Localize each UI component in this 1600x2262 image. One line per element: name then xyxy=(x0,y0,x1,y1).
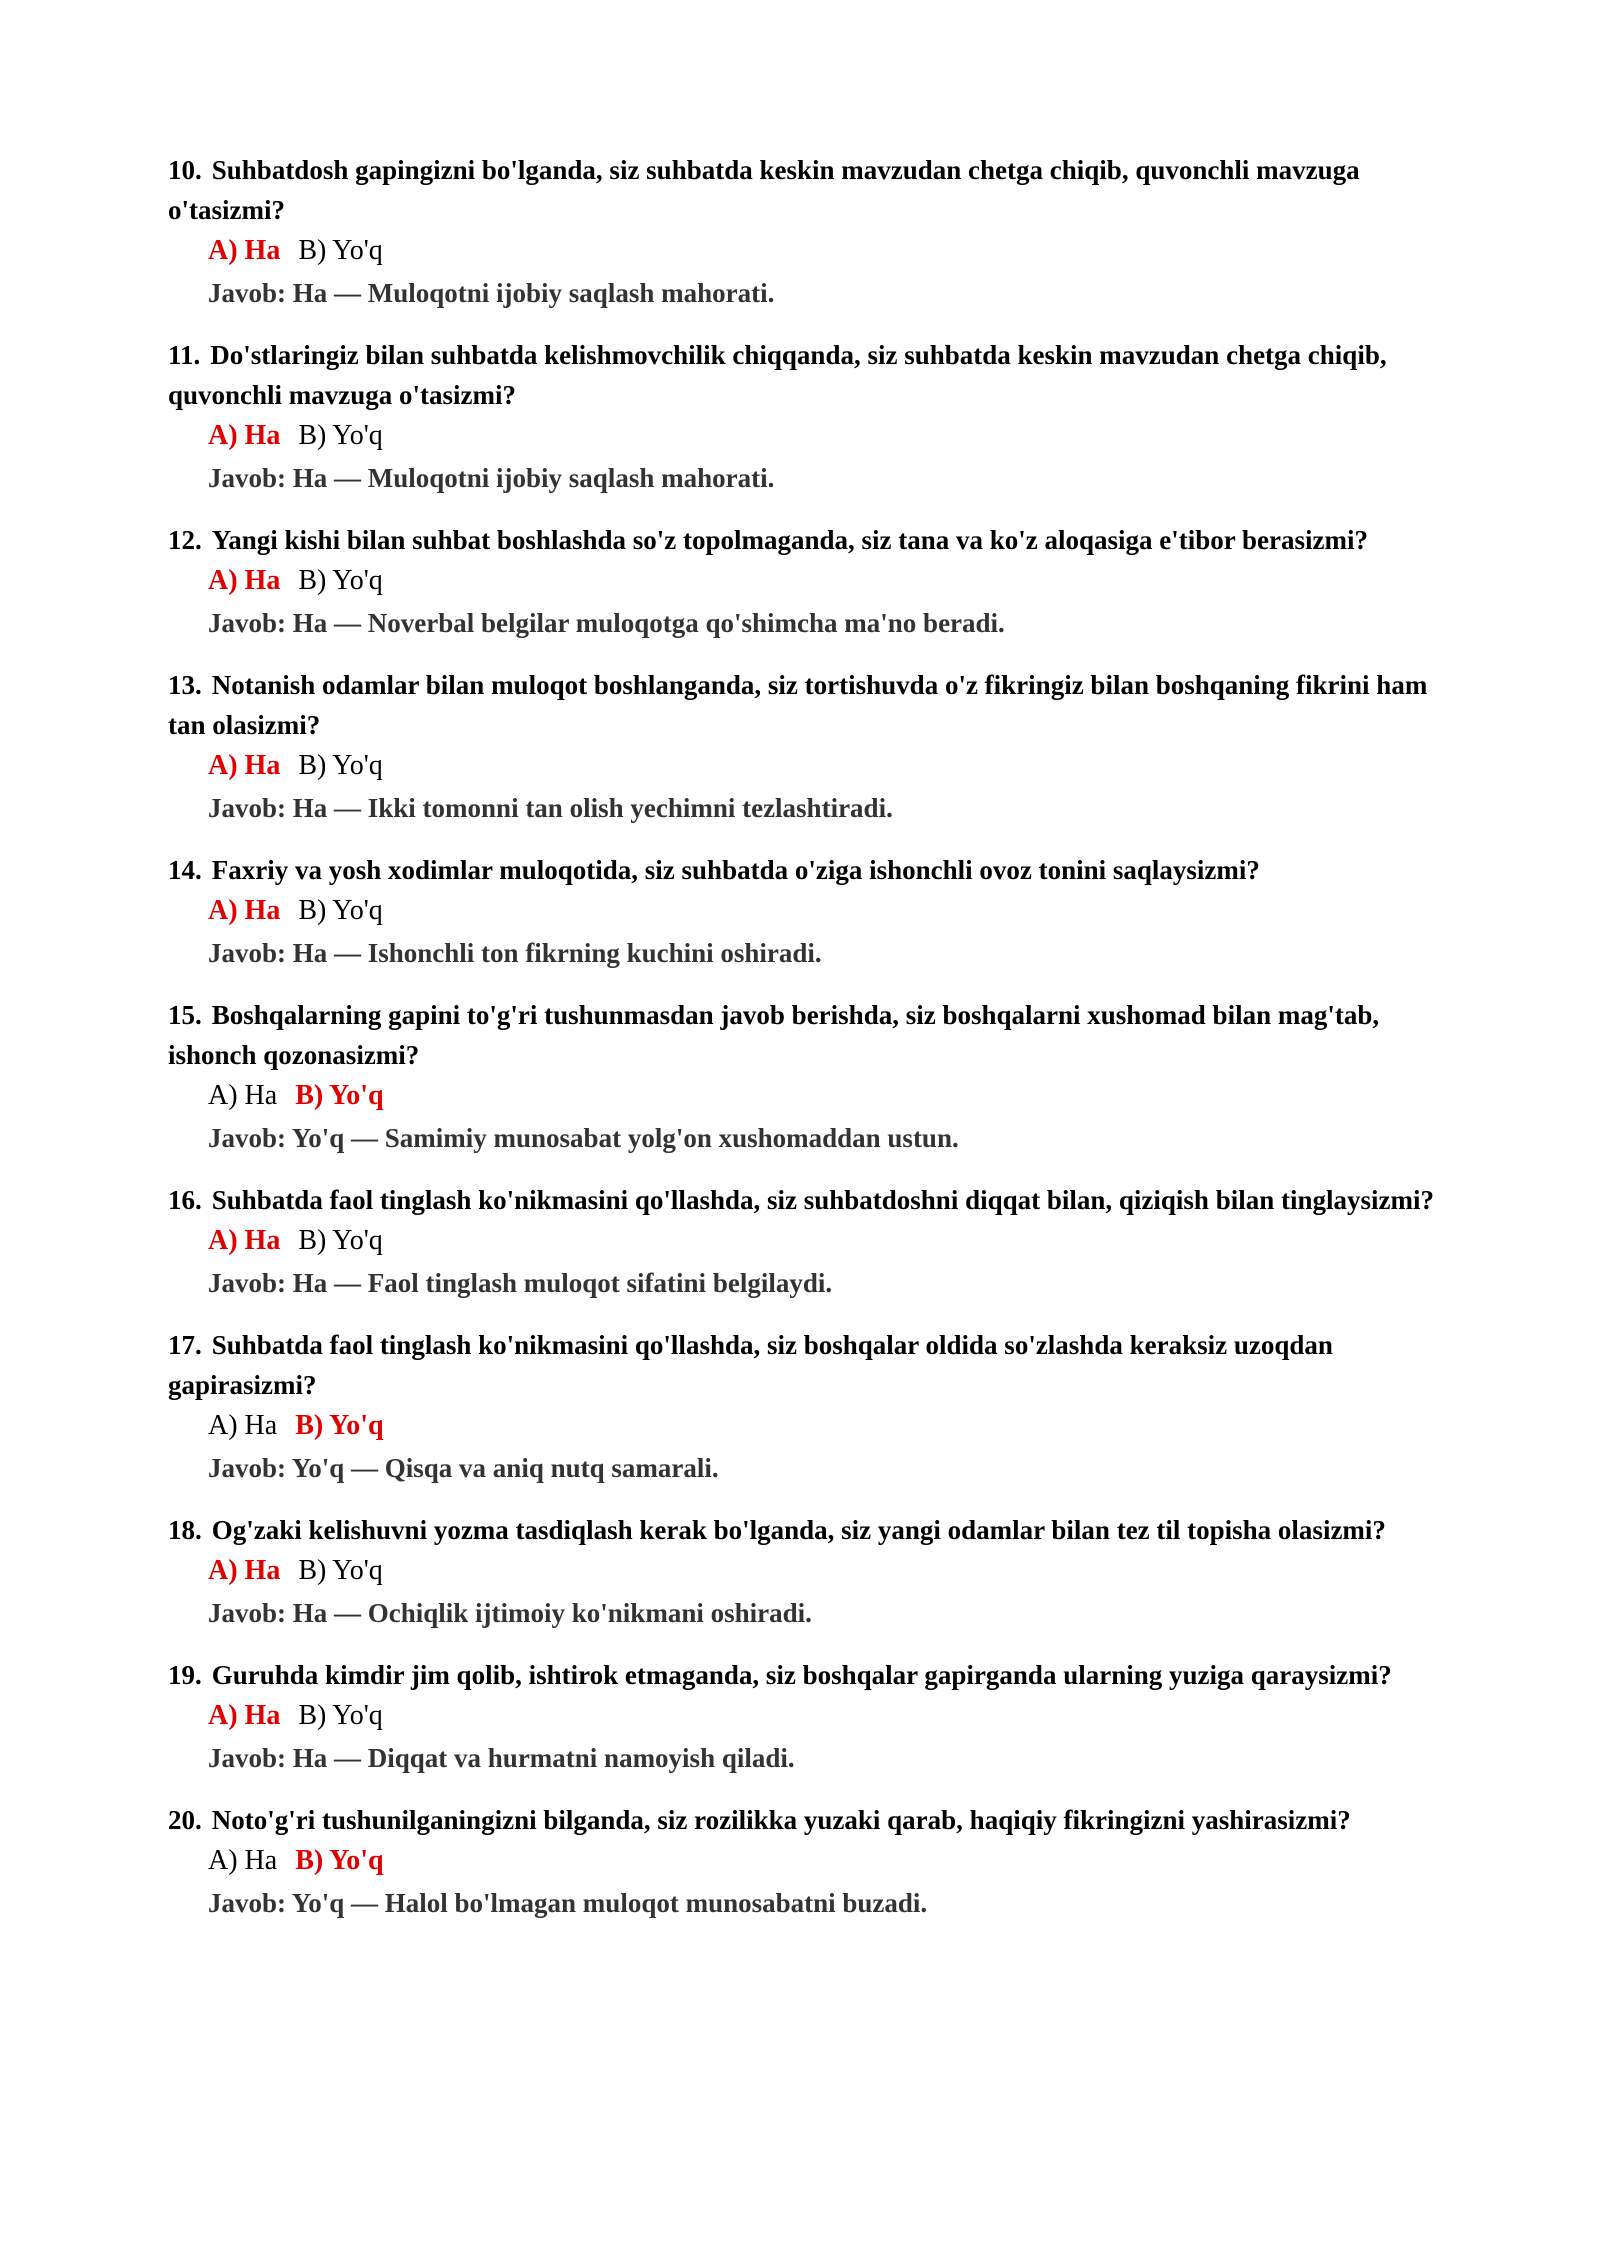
question-text: Notanish odamlar bilan muloqot boshlanganda, siz tortishuvda o'z fikringiz bilan boshqaning fikrini ham tan olasizmi? xyxy=(168,670,1428,740)
answer-options xyxy=(168,415,1438,457)
question-number: 16. xyxy=(168,1185,202,1215)
question-number: 14. xyxy=(168,855,202,885)
question-number: 12. xyxy=(168,525,202,555)
option-b: B) Yo'q xyxy=(298,565,383,596)
question-text-block xyxy=(168,1180,1438,1220)
answer-options xyxy=(168,1840,1438,1882)
option-a: A) Ha xyxy=(208,235,281,266)
option-b: B) Yo'q xyxy=(298,1700,383,1731)
option-a: A) Ha xyxy=(208,1080,278,1111)
option-b: B) Yo'q xyxy=(298,1225,383,1256)
question-number: 17. xyxy=(168,1330,202,1360)
answer-options xyxy=(168,1220,1438,1262)
question-text-block xyxy=(168,1510,1438,1550)
question-text: Noto'g'ri tushunilganingizni bilganda, siz rozilikka yuzaki qarab, haqiqiy fikringizni yashirasizmi? xyxy=(211,1805,1351,1835)
question-text-block xyxy=(168,665,1438,745)
question-text: Suhbatdosh gapingizni bo'lganda, siz suhbatda keskin mavzudan chetga chiqib, quvonchli mavzuga o'tasizmi? xyxy=(168,155,1360,225)
question-item xyxy=(168,520,1438,644)
answer-options xyxy=(168,1550,1438,1592)
option-b: B) Yo'q xyxy=(295,1410,384,1441)
question-item xyxy=(168,850,1438,974)
answer-options xyxy=(168,890,1438,932)
question-text-block xyxy=(168,150,1438,230)
question-number: 18. xyxy=(168,1515,202,1545)
question-number: 13. xyxy=(168,670,202,700)
question-text: Suhbatda faol tinglash ko'nikmasini qo'llashda, siz boshqalar oldida so'zlashda keraksiz uzoqdan gapirasizmi? xyxy=(168,1330,1333,1400)
option-a: A) Ha xyxy=(208,1845,278,1876)
question-text: Guruhda kimdir jim qolib, ishtirok etmaganda, siz boshqalar gapirganda ularning yuziga qaraysizmi? xyxy=(211,1660,1392,1690)
answer-explanation: Javob: Yo'q — Qisqa va aniq nutq samarali. xyxy=(208,1453,719,1483)
question-item xyxy=(168,995,1438,1159)
option-a: A) Ha xyxy=(208,1700,281,1731)
option-a: A) Ha xyxy=(208,750,281,781)
answer-explanation: Javob: Ha — Ishonchli ton fikrning kuchini oshiradi. xyxy=(208,938,822,968)
question-item xyxy=(168,1510,1438,1634)
answer-options xyxy=(168,560,1438,602)
answer-explanation: Javob: Ha — Ikki tomonni tan olish yechimni tezlashtiradi. xyxy=(208,793,893,823)
question-text-block xyxy=(168,520,1438,560)
question-text-block xyxy=(168,1325,1438,1405)
answer-explanation: Javob: Ha — Noverbal belgilar muloqotga qo'shimcha ma'no beradi. xyxy=(208,608,1005,638)
option-a: A) Ha xyxy=(208,1225,281,1256)
question-text-block xyxy=(168,850,1438,890)
option-b: B) Yo'q xyxy=(298,420,383,451)
question-text: Yangi kishi bilan suhbat boshlashda so'z topolmaganda, siz tana va ko'z aloqasiga e'tibor berasizmi? xyxy=(211,525,1368,555)
option-a: A) Ha xyxy=(208,1410,278,1441)
question-number: 11. xyxy=(168,340,201,370)
question-number: 19. xyxy=(168,1660,202,1690)
question-text: Do'stlaringiz bilan suhbatda kelishmovchilik chiqqanda, siz suhbatda keskin mavzudan chetga chiqib, quvonchli mavzuga o'tasizmi? xyxy=(168,340,1387,410)
answer-options xyxy=(168,1405,1438,1447)
answer-options xyxy=(168,745,1438,787)
option-a: A) Ha xyxy=(208,420,281,451)
question-item xyxy=(168,335,1438,499)
question-number: 20. xyxy=(168,1805,202,1835)
question-number: 10. xyxy=(168,155,202,185)
question-text-block xyxy=(168,1800,1438,1840)
question-text: Suhbatda faol tinglash ko'nikmasini qo'llashda, siz suhbatdoshni diqqat bilan, qiziqish bilan tinglaysizmi? xyxy=(211,1185,1434,1215)
answer-explanation: Javob: Ha — Faol tinglash muloqot sifatini belgilaydi. xyxy=(208,1268,833,1298)
question-number: 15. xyxy=(168,1000,202,1030)
option-b: B) Yo'q xyxy=(298,750,383,781)
question-text-block xyxy=(168,1655,1438,1695)
option-a: A) Ha xyxy=(208,895,281,926)
question-item xyxy=(168,1180,1438,1304)
answer-explanation: Javob: Yo'q — Halol bo'lmagan muloqot munosabatni buzadi. xyxy=(208,1888,928,1918)
option-b: B) Yo'q xyxy=(298,895,383,926)
answer-explanation: Javob: Ha — Muloqotni ijobiy saqlash mahorati. xyxy=(208,278,775,308)
question-list xyxy=(168,150,1438,1945)
question-text-block xyxy=(168,995,1438,1075)
option-a: A) Ha xyxy=(208,1555,281,1586)
question-text: Boshqalarning gapini to'g'ri tushunmasdan javob berishda, siz boshqalarni xushomad bilan mag'tab, ishonch qozonasizmi? xyxy=(168,1000,1380,1070)
answer-explanation: Javob: Ha — Ochiqlik ijtimoiy ko'nikmani oshiradi. xyxy=(208,1598,812,1628)
option-b: B) Yo'q xyxy=(298,235,383,266)
answer-explanation: Javob: Ha — Muloqotni ijobiy saqlash mahorati. xyxy=(208,463,775,493)
answer-options xyxy=(168,1075,1438,1117)
option-a: A) Ha xyxy=(208,565,281,596)
answer-options xyxy=(168,230,1438,272)
question-text: Faxriy va yosh xodimlar muloqotida, siz suhbatda o'ziga ishonchli ovoz tonini saqlaysizmi? xyxy=(211,855,1260,885)
question-item xyxy=(168,1325,1438,1489)
question-item xyxy=(168,665,1438,829)
question-item xyxy=(168,1800,1438,1924)
question-item xyxy=(168,1655,1438,1779)
option-b: B) Yo'q xyxy=(295,1080,384,1111)
answer-explanation: Javob: Yo'q — Samimiy munosabat yolg'on xushomaddan ustun. xyxy=(208,1123,959,1153)
question-text-block xyxy=(168,335,1438,415)
option-b: B) Yo'q xyxy=(298,1555,383,1586)
question-item xyxy=(168,150,1438,314)
answer-options xyxy=(168,1695,1438,1737)
question-text: Og'zaki kelishuvni yozma tasdiqlash kerak bo'lganda, siz yangi odamlar bilan tez til topisha olasizmi? xyxy=(211,1515,1386,1545)
answer-explanation: Javob: Ha — Diqqat va hurmatni namoyish qiladi. xyxy=(208,1743,795,1773)
option-b: B) Yo'q xyxy=(295,1845,384,1876)
